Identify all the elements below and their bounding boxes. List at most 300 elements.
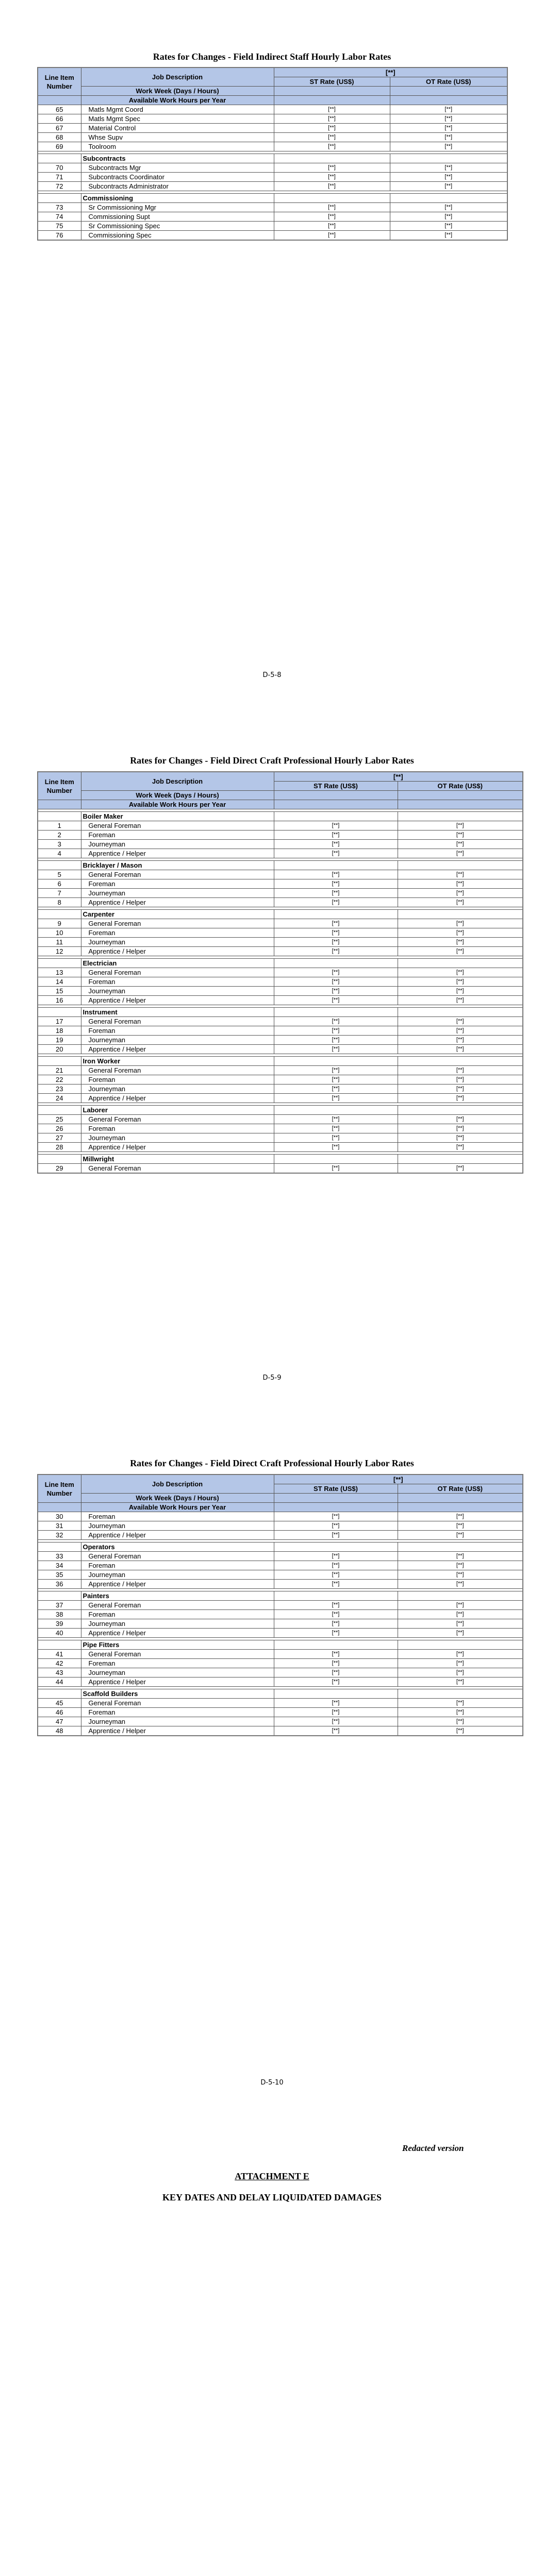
ot-rate-value: [**]	[398, 898, 523, 907]
st-rate-value: [**]	[274, 1531, 398, 1540]
ot-rate-value: [**]	[398, 1045, 523, 1054]
ot-rate-value: [**]	[398, 889, 523, 898]
job-description: Commissioning Spec	[81, 231, 274, 241]
ot-rate-value: [**]	[398, 821, 523, 831]
line-item-number: 21	[38, 1066, 81, 1075]
ot-rate-value: [**]	[398, 1143, 523, 1152]
table-row	[38, 938, 523, 947]
table-row	[38, 1045, 523, 1054]
ot-rate-value: [**]	[398, 1124, 523, 1133]
header-row	[38, 791, 523, 800]
section-row	[38, 1543, 523, 1552]
attachment-heading: KEY DATES AND DELAY LIQUIDATED DAMAGES	[162, 2192, 382, 2202]
table-row	[38, 1561, 523, 1570]
st-rate-value: [**]	[274, 928, 398, 938]
st-rate-header: ST Rate (US$)	[274, 77, 390, 87]
st-rate-value: [**]	[274, 1708, 398, 1717]
st-rate-value: [**]	[274, 1084, 398, 1094]
job-description: Apprentice / Helper	[81, 1045, 274, 1054]
st-rate-value: [**]	[274, 1143, 398, 1152]
job-description: General Foreman	[81, 1017, 274, 1026]
ot-rate-value: [**]	[390, 124, 507, 133]
ot-rate-value: [**]	[398, 1619, 523, 1629]
page3-number: D-5-10	[260, 2079, 284, 2087]
page1-title: Rates for Changes - Field Indirect Staff Hourly Labor Rates	[153, 52, 391, 62]
line-item-number: 37	[38, 1601, 81, 1610]
redacted-header: [**]	[274, 772, 523, 782]
header-row	[38, 1475, 523, 1484]
ot-rate-value: [**]	[390, 142, 507, 151]
ot-rate-value: [**]	[398, 1066, 523, 1075]
table-row	[38, 114, 507, 124]
section-row	[38, 1008, 523, 1017]
st-rate-value: [**]	[274, 889, 398, 898]
table-row	[38, 821, 523, 831]
section-row	[38, 861, 523, 870]
table-row	[38, 928, 523, 938]
st-rate-value: [**]	[274, 163, 390, 173]
ot-rate-value: [**]	[398, 1075, 523, 1084]
line-item-number: 29	[38, 1164, 81, 1174]
job-description: Foreman	[81, 1075, 274, 1084]
line-item-number: 7	[38, 889, 81, 898]
st-rate-value: [**]	[274, 977, 398, 987]
redacted-header: [**]	[274, 1475, 523, 1484]
table-row	[38, 1610, 523, 1619]
st-rate-value: [**]	[274, 231, 390, 241]
line-item-number: 43	[38, 1668, 81, 1677]
st-rate-value: [**]	[274, 1629, 398, 1638]
table-row	[38, 182, 507, 191]
ot-rate-value: [**]	[398, 840, 523, 849]
st-rate-value: [**]	[274, 105, 390, 114]
table-row	[38, 1084, 523, 1094]
table-row	[38, 919, 523, 928]
job-description: Foreman	[81, 1659, 274, 1668]
ot-rate-value: [**]	[398, 1164, 523, 1174]
line-item-number: 10	[38, 928, 81, 938]
job-description: Foreman	[81, 831, 274, 840]
ot-rate-value: [**]	[398, 1521, 523, 1531]
ot-rate-value: [**]	[398, 1650, 523, 1659]
job-description: Foreman	[81, 1610, 274, 1619]
line-item-number: 2	[38, 831, 81, 840]
section-label: Boiler Maker	[81, 812, 274, 821]
table-row	[38, 1124, 523, 1133]
line-item-number: 39	[38, 1619, 81, 1629]
section-label: Operators	[81, 1543, 274, 1552]
table-row	[38, 977, 523, 987]
st-rate-value: [**]	[274, 1026, 398, 1036]
page3-title: Rates for Changes - Field Direct Craft Professional Hourly Labor Rates	[130, 1458, 414, 1468]
ot-rate-value: [**]	[398, 968, 523, 977]
job-description: Sr Commissioning Mgr	[81, 203, 274, 212]
table-row	[38, 1699, 523, 1708]
job-description: Matls Mgmt Spec	[81, 114, 274, 124]
header-row	[38, 87, 507, 96]
table-row	[38, 879, 523, 889]
line-item-number: 5	[38, 870, 81, 879]
job-description: Subcontracts Administrator	[81, 182, 274, 191]
st-rate-value: [**]	[274, 1164, 398, 1174]
ot-rate-value: [**]	[398, 1580, 523, 1589]
table-row	[38, 163, 507, 173]
job-description: Foreman	[81, 1708, 274, 1717]
ot-rate-value: [**]	[398, 1610, 523, 1619]
job-description: General Foreman	[81, 919, 274, 928]
line-item-number: 68	[38, 133, 81, 142]
st-rate-value: [**]	[274, 1699, 398, 1708]
st-rate-value: [**]	[274, 1717, 398, 1726]
section-row	[38, 959, 523, 968]
table-row	[38, 1143, 523, 1152]
st-rate-value: [**]	[274, 1726, 398, 1736]
st-rate-value: [**]	[274, 1045, 398, 1054]
work-week-ot	[398, 1494, 523, 1503]
line-item-number: 72	[38, 182, 81, 191]
line-item-number: 70	[38, 163, 81, 173]
ot-rate-value: [**]	[398, 1601, 523, 1610]
table-row	[38, 124, 507, 133]
table-row	[38, 1115, 523, 1124]
table-row	[38, 1659, 523, 1668]
blank-header	[38, 96, 81, 105]
table-row	[38, 849, 523, 858]
ot-rate-value: [**]	[398, 1726, 523, 1736]
table-row	[38, 1629, 523, 1638]
job-description: Apprentice / Helper	[81, 947, 274, 956]
ot-rate-value: [**]	[398, 1708, 523, 1717]
ot-rate-value: [**]	[390, 105, 507, 114]
ot-rate-value: [**]	[398, 1699, 523, 1708]
work-week-header: Work Week (Days / Hours)	[81, 791, 274, 800]
ot-rate-value: [**]	[390, 203, 507, 212]
table-row	[38, 133, 507, 142]
available-hours-ot	[398, 1503, 523, 1512]
line-item-number: 41	[38, 1650, 81, 1659]
section-label: Bricklayer / Mason	[81, 861, 274, 870]
job-description: Foreman	[81, 1026, 274, 1036]
line-item-number: 31	[38, 1521, 81, 1531]
ot-rate-value: [**]	[398, 1512, 523, 1521]
job-description: General Foreman	[81, 968, 274, 977]
table-row	[38, 203, 507, 212]
st-rate-value: [**]	[274, 1036, 398, 1045]
line-item-number: 30	[38, 1512, 81, 1521]
line-item-number: 65	[38, 105, 81, 114]
section-label: Instrument	[81, 1008, 274, 1017]
line-item-header: Line Item Number	[38, 67, 81, 96]
line-item-number: 33	[38, 1552, 81, 1561]
table-row	[38, 1094, 523, 1103]
section-label: Painters	[81, 1591, 274, 1601]
st-rate-value: [**]	[274, 1677, 398, 1687]
work-week-header: Work Week (Days / Hours)	[81, 87, 274, 96]
line-item-number: 45	[38, 1699, 81, 1708]
header-row	[38, 772, 523, 782]
line-item-number: 35	[38, 1570, 81, 1580]
job-description: Foreman	[81, 1512, 274, 1521]
line-item-number: 34	[38, 1561, 81, 1570]
job-description: Journeyman	[81, 1084, 274, 1094]
job-description: Material Control	[81, 124, 274, 133]
page2-number: D-5-9	[262, 1374, 282, 1382]
line-item-number: 15	[38, 987, 81, 996]
job-description: Foreman	[81, 977, 274, 987]
section-label: Carpenter	[81, 910, 274, 919]
job-description: Apprentice / Helper	[81, 1580, 274, 1589]
job-description: Journeyman	[81, 840, 274, 849]
st-rate-value: [**]	[274, 968, 398, 977]
st-rate-value: [**]	[274, 1601, 398, 1610]
line-item-number: 75	[38, 222, 81, 231]
work-week-st	[274, 87, 390, 96]
job-description: Apprentice / Helper	[81, 1677, 274, 1687]
line-item-number: 27	[38, 1133, 81, 1143]
ot-rate-value: [**]	[398, 919, 523, 928]
section-label: Millwright	[81, 1155, 274, 1164]
st-rate-header: ST Rate (US$)	[274, 1484, 398, 1494]
ot-rate-value: [**]	[398, 1561, 523, 1570]
ot-rate-value: [**]	[398, 1668, 523, 1677]
job-description-header: Job Description	[81, 67, 274, 87]
table-row	[38, 1601, 523, 1610]
work-week-header: Work Week (Days / Hours)	[81, 1494, 274, 1503]
line-item-number: 11	[38, 938, 81, 947]
ot-rate-value: [**]	[390, 133, 507, 142]
table-row	[38, 1164, 523, 1174]
ot-rate-value: [**]	[398, 1017, 523, 1026]
redacted-header: [**]	[274, 67, 507, 77]
st-rate-value: [**]	[274, 1561, 398, 1570]
st-rate-value: [**]	[274, 1570, 398, 1580]
table-row	[38, 1580, 523, 1589]
st-rate-value: [**]	[274, 919, 398, 928]
table-row	[38, 840, 523, 849]
rates-table-indirect-staff	[37, 67, 508, 241]
st-rate-value: [**]	[274, 849, 398, 858]
job-description: Journeyman	[81, 987, 274, 996]
st-rate-value: [**]	[274, 1075, 398, 1084]
line-item-number: 14	[38, 977, 81, 987]
line-item-number: 40	[38, 1629, 81, 1638]
st-rate-value: [**]	[274, 898, 398, 907]
ot-rate-value: [**]	[398, 1570, 523, 1580]
line-item-number: 23	[38, 1084, 81, 1094]
st-rate-value: [**]	[274, 1552, 398, 1561]
ot-rate-value: [**]	[398, 1552, 523, 1561]
ot-rate-value: [**]	[390, 222, 507, 231]
st-rate-value: [**]	[274, 114, 390, 124]
table-row	[38, 1066, 523, 1075]
table-row	[38, 987, 523, 996]
ot-rate-value: [**]	[398, 947, 523, 956]
job-description: Subcontracts Coordinator	[81, 173, 274, 182]
line-item-number: 46	[38, 1708, 81, 1717]
line-item-number: 71	[38, 173, 81, 182]
job-description: Apprentice / Helper	[81, 1094, 274, 1103]
st-rate-value: [**]	[274, 1017, 398, 1026]
page2-title: Rates for Changes - Field Direct Craft Professional Hourly Labor Rates	[130, 755, 414, 766]
header-row	[38, 1494, 523, 1503]
table-row	[38, 831, 523, 840]
line-item-number: 20	[38, 1045, 81, 1054]
available-hours-header: Available Work Hours per Year	[81, 1503, 274, 1512]
available-hours-ot	[398, 800, 523, 809]
ot-rate-value: [**]	[398, 1717, 523, 1726]
ot-rate-value: [**]	[398, 977, 523, 987]
table-row	[38, 1531, 523, 1540]
st-rate-value: [**]	[274, 831, 398, 840]
job-description: Whse Supv	[81, 133, 274, 142]
st-rate-value: [**]	[274, 1512, 398, 1521]
st-rate-value: [**]	[274, 1619, 398, 1629]
st-rate-value: [**]	[274, 1115, 398, 1124]
redacted-version-label: Redacted version	[402, 2143, 464, 2153]
available-hours-st	[274, 96, 390, 105]
line-item-number: 24	[38, 1094, 81, 1103]
job-description: General Foreman	[81, 821, 274, 831]
section-row	[38, 1057, 523, 1066]
section-label: Commissioning	[81, 194, 274, 203]
work-week-st	[274, 791, 398, 800]
line-item-number: 16	[38, 996, 81, 1005]
ot-rate-header: OT Rate (US$)	[398, 782, 523, 791]
table-row	[38, 1619, 523, 1629]
ot-rate-value: [**]	[398, 1531, 523, 1540]
ot-rate-value: [**]	[390, 163, 507, 173]
job-description: Sr Commissioning Spec	[81, 222, 274, 231]
st-rate-value: [**]	[274, 996, 398, 1005]
job-description: General Foreman	[81, 1115, 274, 1124]
job-description: General Foreman	[81, 1650, 274, 1659]
line-item-number: 18	[38, 1026, 81, 1036]
available-hours-header: Available Work Hours per Year	[81, 96, 274, 105]
ot-rate-value: [**]	[398, 1659, 523, 1668]
line-item-number: 38	[38, 1610, 81, 1619]
line-item-number: 42	[38, 1659, 81, 1668]
job-description: Journeyman	[81, 1133, 274, 1143]
ot-rate-value: [**]	[398, 1036, 523, 1045]
line-item-number: 48	[38, 1726, 81, 1736]
table-row	[38, 1017, 523, 1026]
st-rate-value: [**]	[274, 1610, 398, 1619]
job-description: Journeyman	[81, 1036, 274, 1045]
line-item-number: 73	[38, 203, 81, 212]
section-row	[38, 1591, 523, 1601]
section-row	[38, 1155, 523, 1164]
available-hours-st	[274, 1503, 398, 1512]
job-description: Apprentice / Helper	[81, 849, 274, 858]
blank-header	[38, 800, 81, 809]
st-rate-value: [**]	[274, 173, 390, 182]
st-rate-value: [**]	[274, 840, 398, 849]
job-description: General Foreman	[81, 1066, 274, 1075]
line-item-number: 3	[38, 840, 81, 849]
section-label: Subcontracts	[81, 154, 274, 163]
table-row	[38, 231, 507, 241]
line-item-number: 69	[38, 142, 81, 151]
section-row	[38, 194, 507, 203]
line-item-number: 76	[38, 231, 81, 241]
st-rate-value: [**]	[274, 133, 390, 142]
rates-table-direct-craft-1	[37, 771, 523, 1174]
job-description: General Foreman	[81, 1699, 274, 1708]
section-row	[38, 910, 523, 919]
ot-rate-value: [**]	[398, 870, 523, 879]
section-label: Laborer	[81, 1106, 274, 1115]
work-week-st	[274, 1494, 398, 1503]
job-description-header: Job Description	[81, 772, 274, 791]
line-item-number: 32	[38, 1531, 81, 1540]
page1-number: D-5-8	[262, 671, 282, 679]
ot-rate-value: [**]	[398, 938, 523, 947]
ot-rate-value: [**]	[398, 1677, 523, 1687]
section-row	[38, 812, 523, 821]
table-row	[38, 1726, 523, 1736]
ot-rate-value: [**]	[398, 849, 523, 858]
ot-rate-value: [**]	[390, 173, 507, 182]
job-description: General Foreman	[81, 870, 274, 879]
line-item-number: 19	[38, 1036, 81, 1045]
header-row	[38, 67, 507, 77]
st-rate-value: [**]	[274, 182, 390, 191]
st-rate-value: [**]	[274, 1521, 398, 1531]
table-row	[38, 1552, 523, 1561]
st-rate-value: [**]	[274, 938, 398, 947]
job-description: Matls Mgmt Coord	[81, 105, 274, 114]
table-row	[38, 1026, 523, 1036]
job-description: Journeyman	[81, 1570, 274, 1580]
line-item-number: 1	[38, 821, 81, 831]
ot-rate-value: [**]	[398, 928, 523, 938]
ot-rate-value: [**]	[398, 879, 523, 889]
job-description: Commissioning Supt	[81, 212, 274, 222]
ot-rate-value: [**]	[398, 831, 523, 840]
job-description: Journeyman	[81, 1717, 274, 1726]
table-row	[38, 1133, 523, 1143]
ot-rate-value: [**]	[398, 1115, 523, 1124]
section-row	[38, 154, 507, 163]
work-week-ot	[390, 87, 507, 96]
section-label: Iron Worker	[81, 1057, 274, 1066]
st-rate-value: [**]	[274, 1094, 398, 1103]
header-row	[38, 800, 523, 809]
job-description: Apprentice / Helper	[81, 1629, 274, 1638]
line-item-number: 36	[38, 1580, 81, 1589]
st-rate-value: [**]	[274, 1668, 398, 1677]
table-row	[38, 1677, 523, 1687]
table-row	[38, 1650, 523, 1659]
header-row	[38, 96, 507, 105]
st-rate-value: [**]	[274, 987, 398, 996]
available-hours-header: Available Work Hours per Year	[81, 800, 274, 809]
table-row	[38, 968, 523, 977]
line-item-number: 4	[38, 849, 81, 858]
job-description: Apprentice / Helper	[81, 1531, 274, 1540]
table-row	[38, 1717, 523, 1726]
line-item-header: Line Item Number	[38, 1475, 81, 1503]
st-rate-value: [**]	[274, 947, 398, 956]
job-description: Foreman	[81, 928, 274, 938]
st-rate-value: [**]	[274, 1580, 398, 1589]
line-item-number: 74	[38, 212, 81, 222]
st-rate-value: [**]	[274, 1659, 398, 1668]
ot-rate-value: [**]	[398, 1133, 523, 1143]
table-row	[38, 222, 507, 231]
section-label: Scaffold Builders	[81, 1689, 274, 1699]
table-row	[38, 889, 523, 898]
